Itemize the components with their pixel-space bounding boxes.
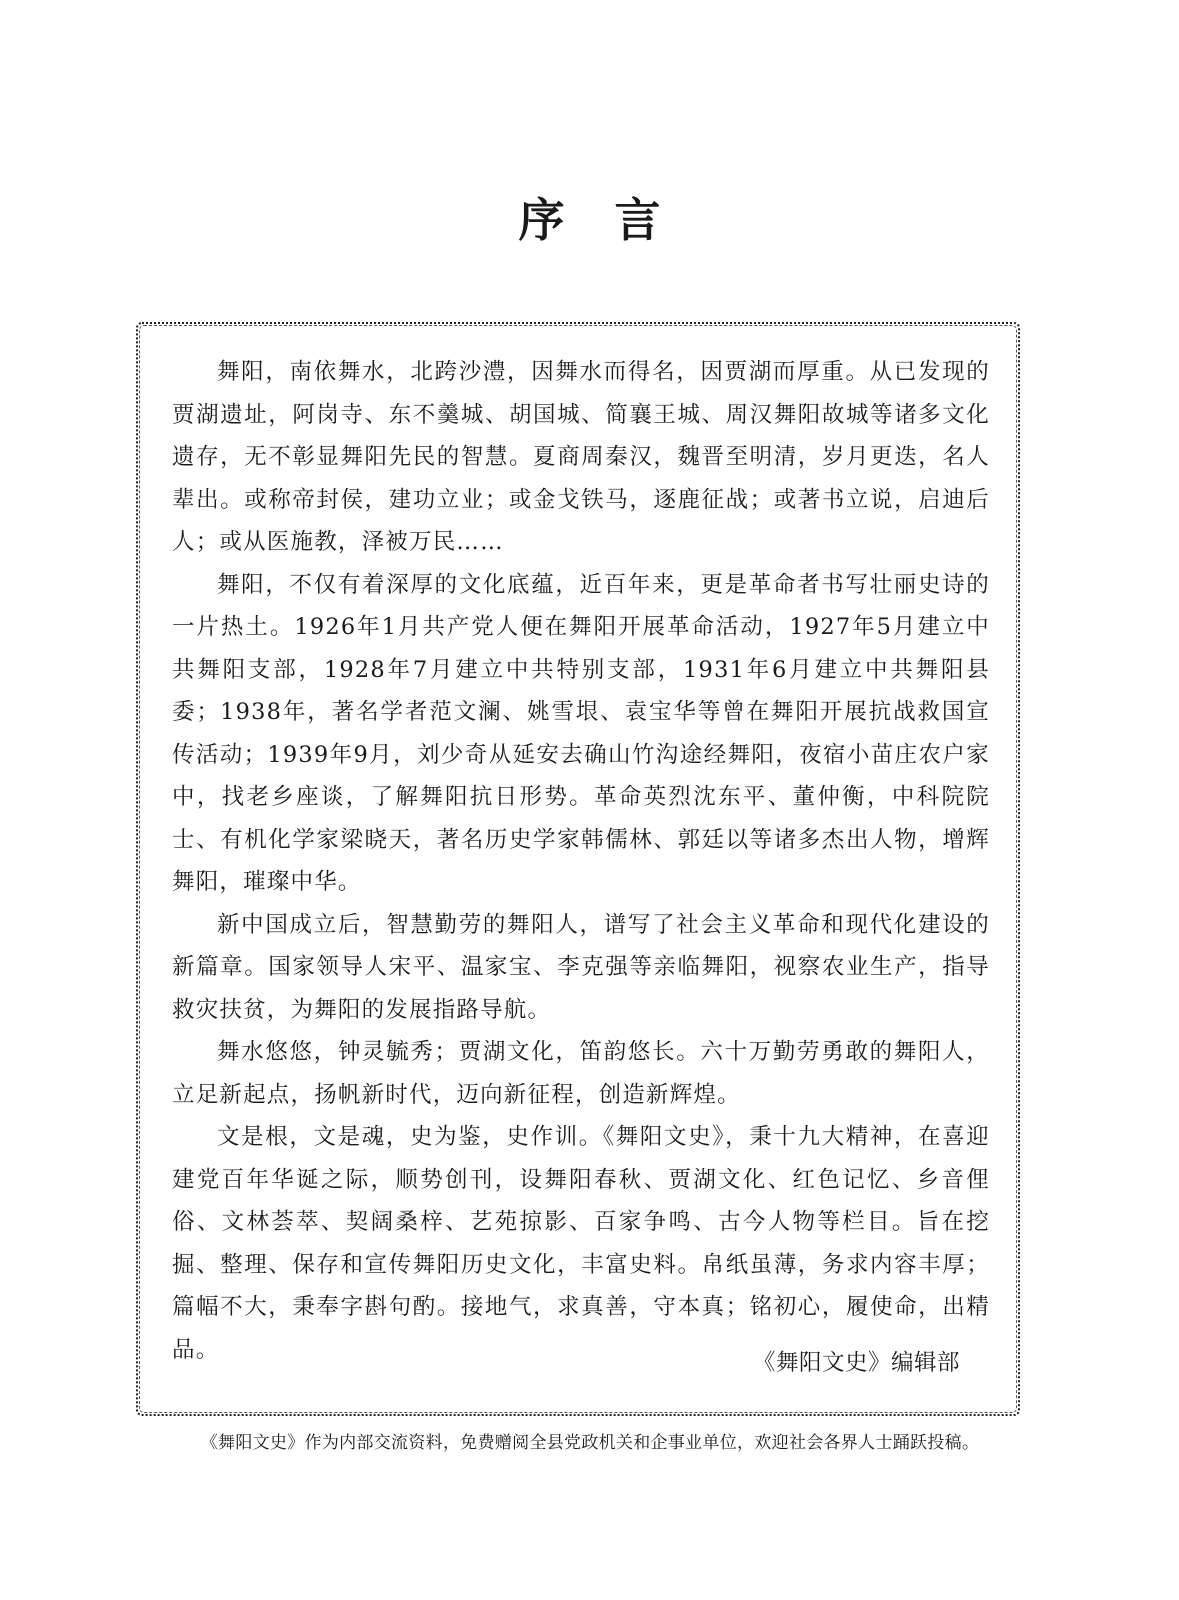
page-title: 序言 [518, 193, 711, 247]
signature: 《舞阳文史》编辑部 [752, 1350, 960, 1376]
footer-note: 《舞阳文史》作为内部交流资料，免费赠阅全县党政机关和企事业单位，欢迎社会各界人士踊跃投稿。 [200, 1433, 980, 1453]
paragraph-4: 舞水悠悠，钟灵毓秀；贾湖文化，笛韵悠长。六十万勤劳勇敢的舞阳人，立足新起点，扬帆新时代，迈向新征程，创造新辉煌。 [172, 1039, 990, 1108]
paragraph-5: 文是根，文是魂，史为鉴，史作训。《舞阳文史》，秉十九大精神，在喜迎建党百年华诞之际，顺势创刊，设舞阳春秋、贾湖文化、红色记忆、乡音俚俗、文林荟萃、契阔桑梓、艺苑掠影、百家争鸣、古今人物等栏目。旨在挖掘、整理、保存和宣传舞阳历史文化，丰富史料。帛纸虽薄，务求内容丰厚；篇幅不大，秉奉字斟句酌。接地气，求真善，守本真；铭初心，履使命，出精品。 [172, 1124, 990, 1363]
paragraph-3: 新中国成立后，智慧勤劳的舞阳人，谱写了社会主义革命和现代化建设的新篇章。国家领导人宋平、温家宝、李克强等亲临舞阳，视察农业生产，指导救灾扶贫，为舞阳的发展指路导航。 [172, 911, 990, 1023]
preface-body [172, 351, 990, 1371]
paragraph-1: 舞阳，南依舞水，北跨沙澧，因舞水而得名，因贾湖而厚重。从已发现的贾湖遗址，阿岗寺、东不羹城、胡国城、简襄王城、周汉舞阳故城等诸多文化遗存，无不彰显舞阳先民的智慧。夏商周秦汉，魏晋至明清，岁月更迭，名人辈出。或称帝封侯，建功立业；或金戈铁马，逐鹿征战；或著书立说，启迪后人；或从医施教，泽被万民…… [172, 359, 990, 555]
paragraph-2: 舞阳，不仅有着深厚的文化底蕴，近百年来，更是革命者书写壮丽史诗的一片热土。1926年1月共产党人便在舞阳开展革命活动，1927年5月建立中共舞阳支部，1928年7月建立中共特别支部，1931年6月建立中共舞阳县委；1938年，著名学者范文澜、姚雪垠、袁宝华等曾在舞阳开展抗战救国宣传活动；1939年9月，刘少奇从延安去确山竹沟途经舞阳，夜宿小苗庄农户家中，找老乡座谈，了解舞阳抗日形势。革命英烈沈东平、董仲衡，中科院院士、有机化学家梁晓天，著名历史学家韩儒林、郭廷以等诸多杰出人物，增辉舞阳，璀璨中华。 [172, 571, 990, 895]
